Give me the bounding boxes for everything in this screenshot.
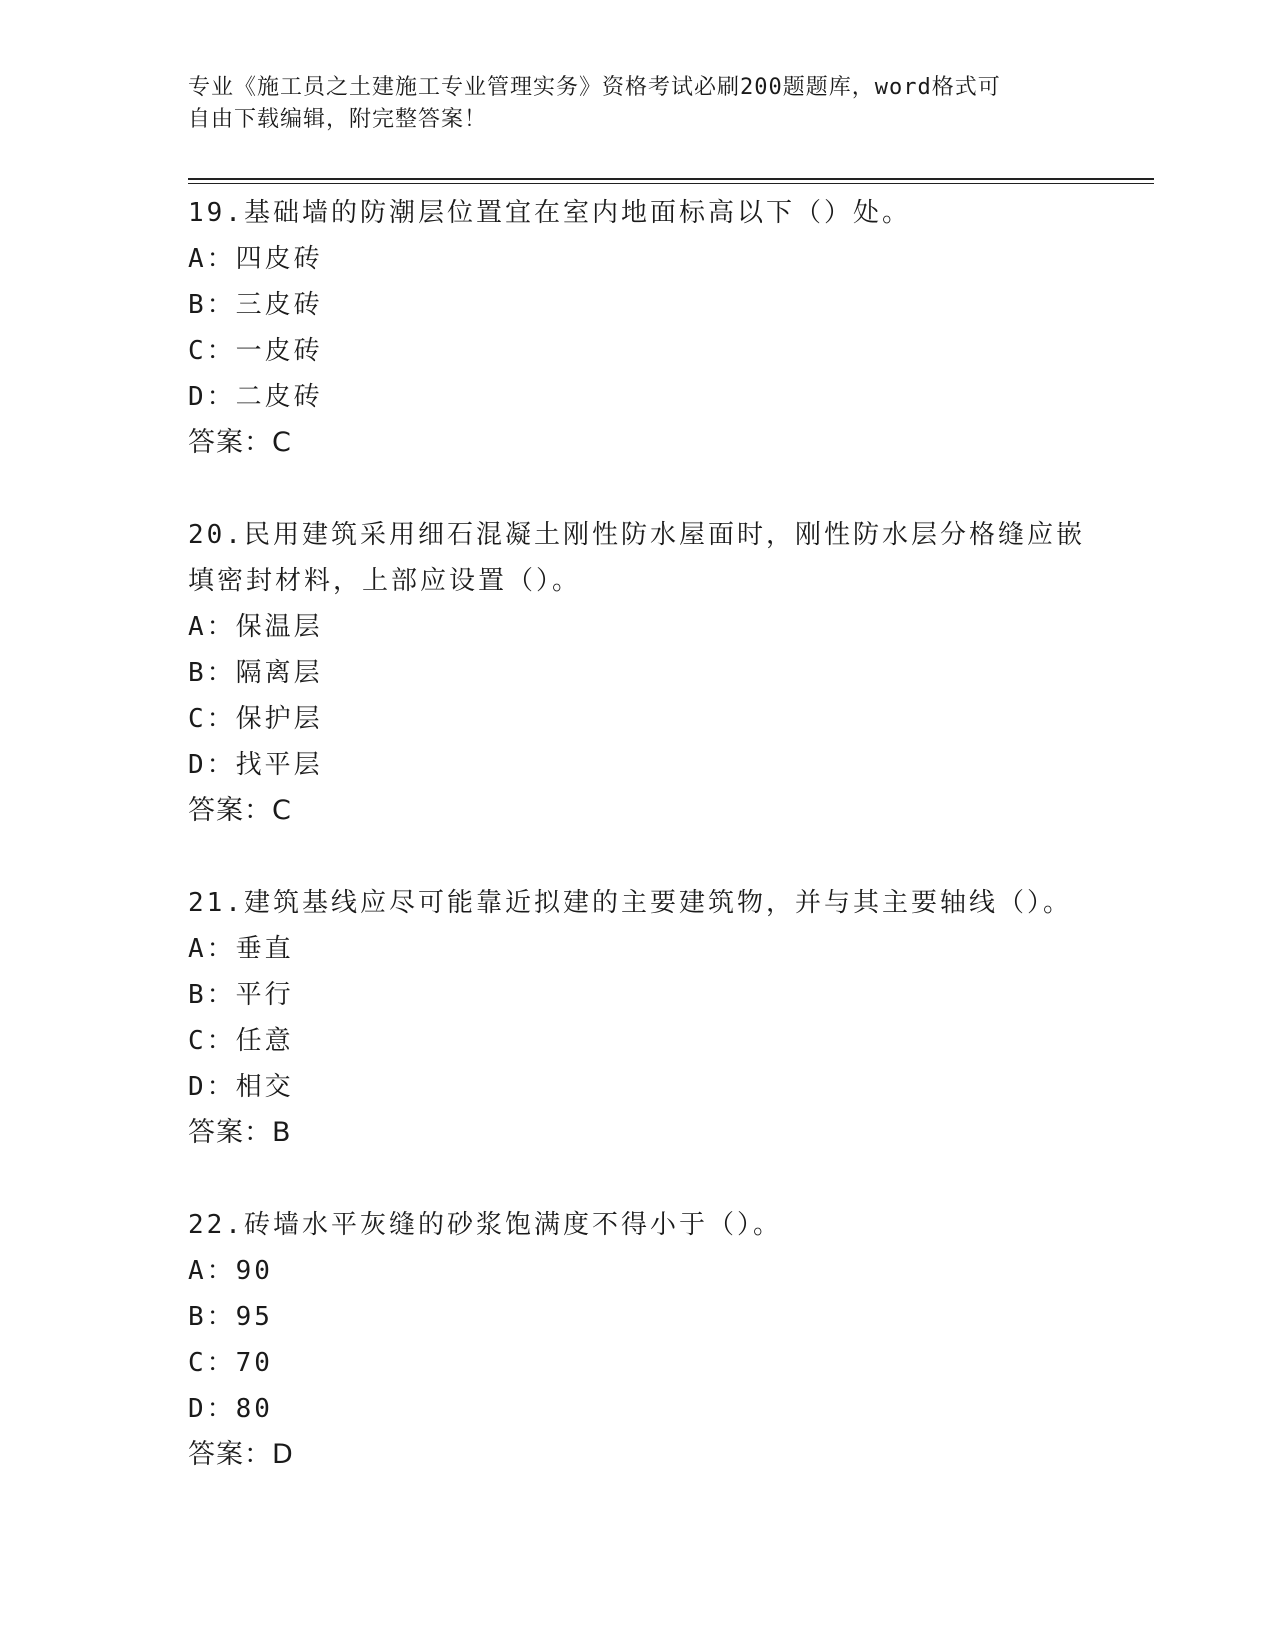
answer: 答案：D	[188, 1439, 294, 1470]
option-a: A：90	[188, 1256, 273, 1286]
question-19	[188, 190, 1088, 466]
option-c: C：70	[188, 1348, 273, 1378]
option-a: A：四皮砖	[188, 244, 323, 274]
option-a: A：保温层	[188, 612, 323, 642]
option-c: C：保护层	[188, 704, 323, 734]
option-b: B：95	[188, 1302, 273, 1332]
header-line-2: 自由下载编辑，附完整答案！	[188, 107, 488, 132]
answer: 答案：B	[188, 1117, 292, 1148]
option-d: D：二皮砖	[188, 382, 323, 412]
option-d: D：80	[188, 1394, 273, 1424]
document-header	[188, 72, 1068, 136]
option-b: B：平行	[188, 980, 294, 1010]
question-list	[188, 190, 1088, 1524]
question-text: 21.建筑基线应尽可能靠近拟建的主要建筑物，并与其主要轴线（）。	[188, 888, 1072, 918]
option-c: C：一皮砖	[188, 336, 323, 366]
question-22	[188, 1202, 1088, 1478]
question-text: 22.砖墙水平灰缝的砂浆饱满度不得小于（）。	[188, 1210, 782, 1240]
option-d: D：相交	[188, 1072, 294, 1102]
header-line-1: 专业《施工员之土建施工专业管理实务》资格考试必刷200题题库，word格式可	[188, 75, 1001, 100]
option-b: B：隔离层	[188, 658, 323, 688]
answer: 答案：C	[188, 427, 292, 458]
option-c: C：任意	[188, 1026, 294, 1056]
question-21	[188, 880, 1088, 1156]
question-text-line-1: 20.民用建筑采用细石混凝土刚性防水屋面时，刚性防水层分格缝应嵌	[188, 520, 1085, 550]
question-20	[188, 512, 1088, 834]
option-d: D：找平层	[188, 750, 323, 780]
answer: 答案：C	[188, 795, 292, 826]
header-divider	[188, 178, 1154, 184]
question-text-line-2: 填密封材料，上部应设置（）。	[188, 566, 582, 596]
question-text: 19.基础墙的防潮层位置宜在室内地面标高以下（）处。	[188, 198, 911, 228]
option-a: A：垂直	[188, 934, 294, 964]
option-b: B：三皮砖	[188, 290, 323, 320]
